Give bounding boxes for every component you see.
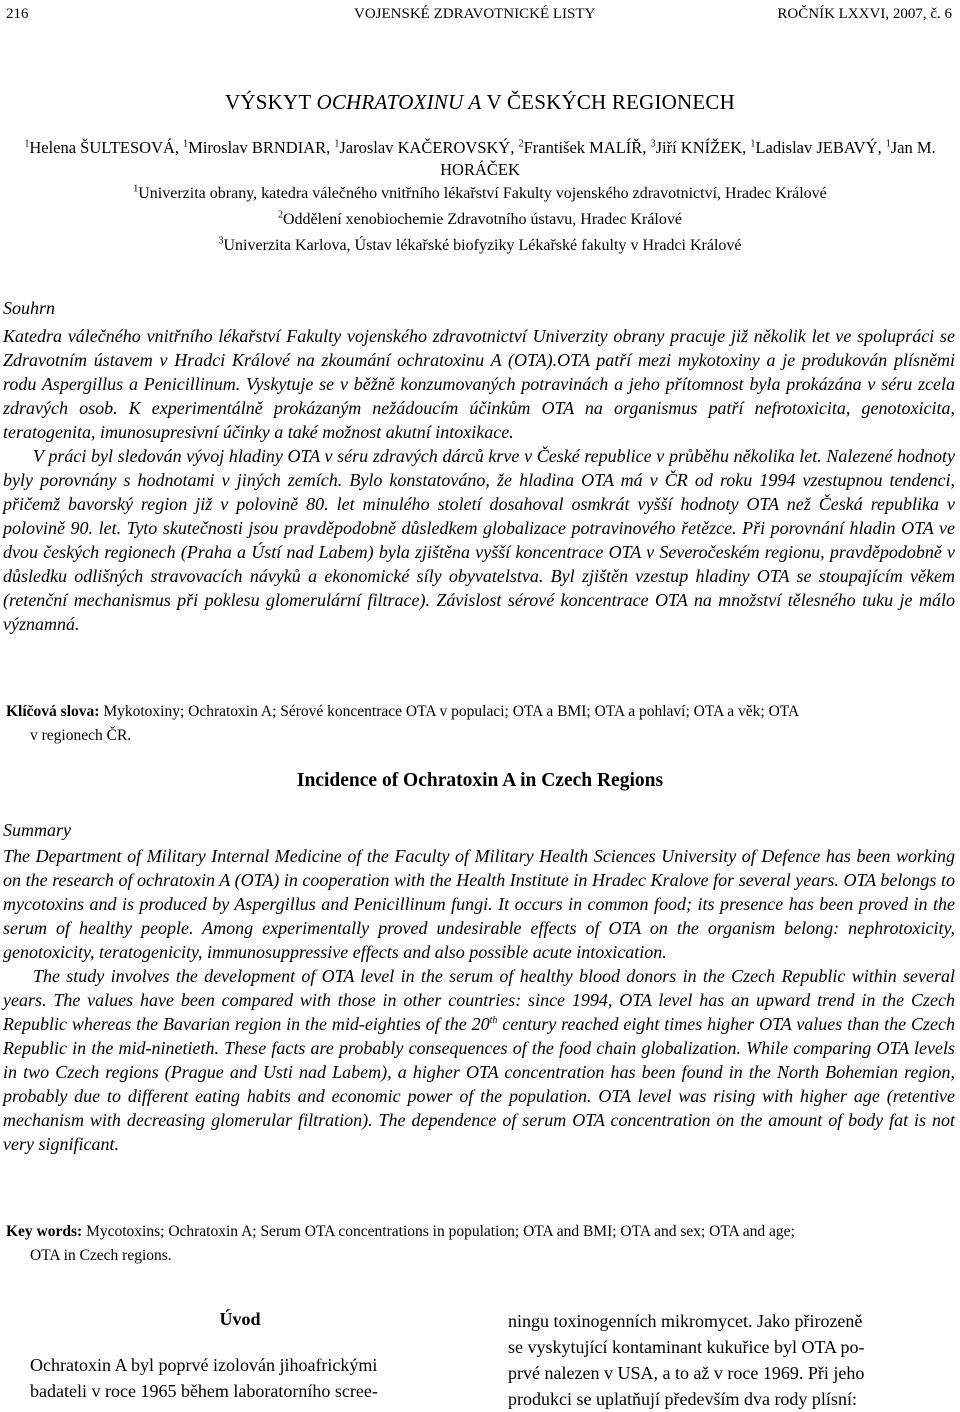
right-line-2: se vyskytující kontaminant kukuřice byl OTA po- (508, 1337, 865, 1357)
author-name: Miroslav BRNDIAR, (188, 138, 335, 157)
author-sup: 1 (183, 138, 189, 150)
author-name: Jaroslav KAČEROVSKÝ, (339, 138, 519, 157)
affiliation-text: Univerzita Karlova, Ústav lékařské biofyziky Lékařské fakulty v Hradci Králové (223, 237, 742, 254)
affiliation-sup: 3 (218, 235, 224, 247)
author-name: Ladislav JEBAVÝ, (755, 138, 886, 157)
summary-paragraph-1: The Department of Military Internal Medicine of the Faculty of Military Health Sciences University of Defence has been working on the research of ochratoxin A (OTA) in cooperation with the Health Institute in Hradec Kralove for several years. OTA belongs to mycotoxins and is produced by Aspergillus and Penicillinum fungi. It occurs in common food; its presence has been proved in the serum of healthy people. Among experimentally proved undesirable effects of OTA on the organism belong: nephrotoxicity, genotoxicity, teratogenicity, immunosuppressive effects and also possible acute intoxication. (3, 846, 955, 962)
page-number: 216 (6, 6, 29, 22)
summary-body (3, 844, 955, 1156)
summary-p2-part-1: The study involves the development of OTA level in the serum of healthy blood donors in the Czech Republic within several years. The values have been compared with those in other countries: since 1994, OTA level has an upward trend in the Czech Republic whereas the Bavarian region in the mid-eighties of the 20 (3, 966, 955, 1034)
affiliations (0, 181, 960, 259)
title-part-1: VÝSKYT (225, 90, 317, 114)
author-list (6, 137, 954, 181)
souhrn-paragraph-1: Katedra válečného vnitřního lékařství Fakulty vojenského zdravotnictví Univerzity obrany pracuje již několik let ve spolupráci se Zdravotním ústavem v Hradci Králové na zkoumání ochratoxinu A (OTA).OTA patří mezi mykotoxiny a je produkován plísněmi rodu Aspergillus a Penicillinum. Vyskytuje se v běžně konzumovaných potravinách a jeho přítomnost byla prokázána v séru zcela zdravých osob. K experimentálně prokázaným nežádoucím účinkům OTA na organismus patří nefrotoxicita, genotoxicita, teratogenita, imunosupresivní účinky a také možnost akutní intoxikace. (3, 326, 955, 442)
summary-p2-part-2: century reached eight times higher OTA values than the Czech Republic in the mid-ninetieth. These facts are probably consequences of the food chain globalization. While comparing OTA levels in two Czech regions (Prague and Usti nad Labem), a higher OTA concentration has been found in the North Bohemian region, probably due to different eating habits and economic power of the population. OTA level was rising with higher age (retentive mechanism with decreasing glomerular filtration). The dependence of serum OTA concentration on the amount of body fat is not very significant. (3, 1014, 955, 1154)
english-title: Incidence of Ochratoxin A in Czech Regions (296, 770, 664, 791)
affiliation (0, 207, 960, 233)
affiliation-text: Oddělení xenobiochemie Zdravotního ústavu, Hradec Králové (283, 211, 682, 228)
author-sup: 1 (24, 138, 30, 150)
author-name: Helena ŠULTESOVÁ, (29, 138, 184, 157)
souhrn-body (3, 324, 955, 636)
keywords-line-2: v regionech ČR. (30, 727, 132, 744)
author-name: Jiří KNÍŽEK, (655, 138, 751, 157)
czech-keywords (6, 700, 954, 748)
left-line-2: badateli v roce 1965 během laboratorního scree- (30, 1381, 378, 1401)
english-keywords (6, 1220, 954, 1268)
right-line-4: produkci se uplatňují především dva rody plísní: (508, 1389, 857, 1409)
key-words-line-2: OTA in Czech regions. (30, 1247, 172, 1264)
right-line-1: ningu toxinogenních mikromycet. Jako přirozeně (508, 1311, 863, 1331)
keywords-text: Mykotoxiny; Ochratoxin A; Sérové koncentrace OTA v populaci; OTA a BMI; OTA a pohlaví; OTA a věk; OTA (99, 703, 800, 720)
author-sup: 1 (750, 138, 756, 150)
left-column (30, 1306, 450, 1404)
author-sup: 3 (650, 138, 656, 150)
keywords-line-1 (6, 700, 954, 724)
key-words-text: Mycotoxins; Ochratoxin A; Serum OTA concentrations in population; OTA and BMI; OTA and sex; OTA and age; (82, 1223, 795, 1240)
volume-info: ROČNÍK LXXVI, 2007, č. 6 (777, 6, 952, 22)
summary-p2-sup: th (489, 1015, 498, 1026)
key-words-line-1 (6, 1220, 954, 1244)
uvod-heading: Úvod (219, 1309, 261, 1329)
left-line-1: Ochratoxin A byl poprvé izolován jihoafrickými (30, 1355, 378, 1375)
affiliation (0, 233, 960, 259)
affiliation (0, 181, 960, 207)
title-part-2: V ČESKÝCH REGIONECH (481, 90, 735, 114)
author-name: František MALÍŘ, (523, 138, 651, 157)
affiliation-text: Univerzita obrany, katedra válečného vnitřního lékařství Fakulty vojenského zdravotnictví, Hradec Králové (138, 185, 827, 202)
souhrn-paragraph-2: V práci byl sledován vývoj hladiny OTA v séru zdravých dárců krve v České republice v průběhu několika let. Nalezené hodnoty byly porovnány s hodnotami v jiných zemích. Bylo konstatováno, že hladina OTA má v ČR od roku 1994 vzestupnou tendenci, přičemž bavorský region již v polovině 80. let minulého století dosahoval osmkrát vyšší hodnoty OTA než Česká republika v polovině 90. let. Tyto skutečnosti jsou pravděpodobně důsledkem globalizace potravinového řetězce. Při porovnání hladin OTA ve dvou českých regionech (Praha a Ústí nad Labem) byla zjištěna vyšší koncentrace OTA v Severočeském regionu, pravděpodobně v důsledku odlišných stravovacích návyků a ekonomické síly obyvatelstva. Byl zjištěn vzestup hladiny OTA se stoupajícím věkem (retenční mechanismus při poklesu glomerulární filtrace). Závislost sérové koncentrace OTA na množství tělesného tuku je málo významná. (3, 446, 955, 634)
summary-heading: Summary (3, 820, 71, 840)
journal-name: VOJENSKÉ ZDRAVOTNICKÉ LISTY (354, 6, 596, 22)
author-sup: 1 (334, 138, 340, 150)
summary-paragraph-2 (3, 964, 955, 1156)
author-sup: 1 (885, 138, 891, 150)
title-italic: OCHRATOXINU A (316, 90, 482, 114)
running-header (0, 6, 960, 26)
article-title (0, 90, 960, 115)
right-column (508, 1308, 956, 1412)
author-sup: 2 (518, 138, 524, 150)
keywords-label: Klíčová slova: (6, 703, 100, 720)
affiliation-sup: 2 (278, 209, 283, 221)
author-name: Jan M. HORÁČEK (440, 138, 936, 179)
souhrn-heading: Souhrn (3, 298, 56, 318)
key-words-label: Key words: (6, 1223, 83, 1240)
right-line-3: prvé nalezen v USA, a to až v roce 1969. Při jeho (508, 1363, 865, 1383)
affiliation-sup: 1 (133, 183, 139, 195)
